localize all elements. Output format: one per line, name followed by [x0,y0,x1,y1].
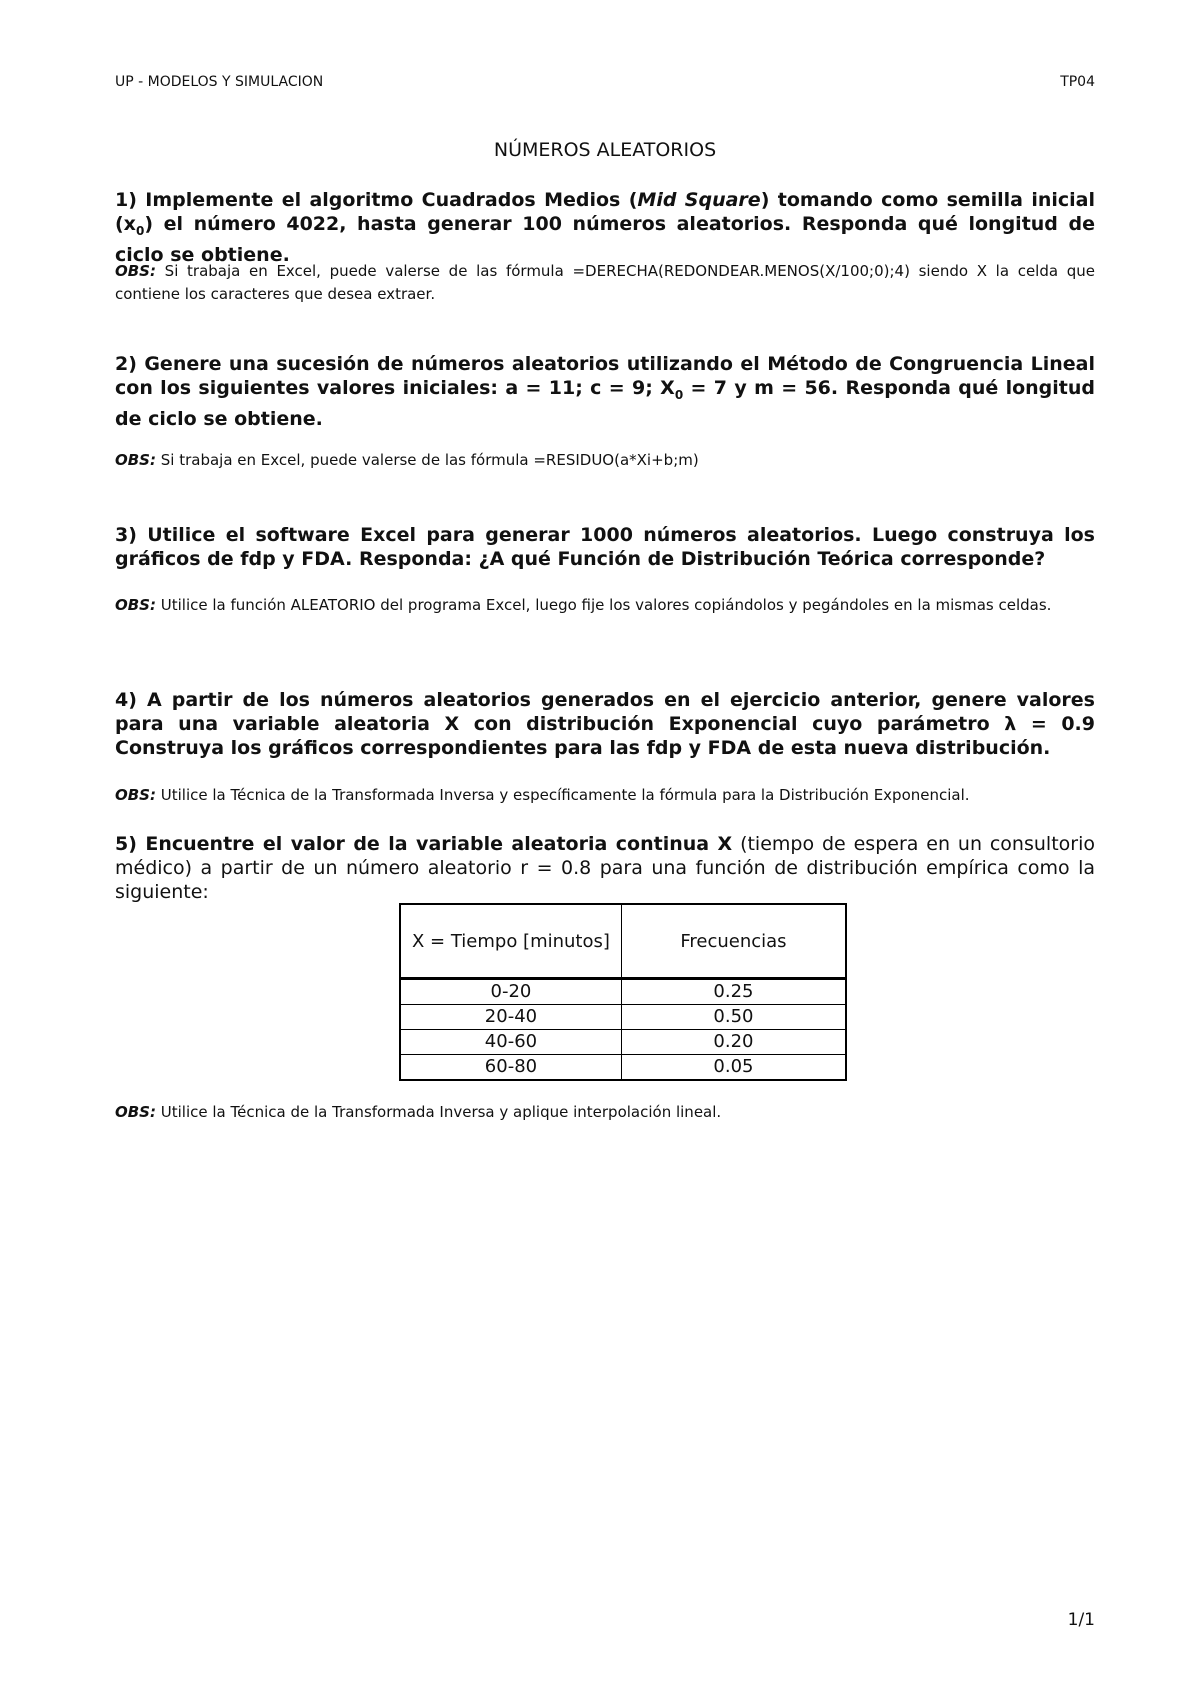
lambda-symbol: λ [1004,713,1017,735]
obs-label: OBS: [115,596,156,614]
obs-4: OBS: Utilice la Técnica de la Transformada Inversa y específicamente la fórmula para la Distribución Exponencial. [115,786,970,804]
document-title: NÚMEROS ALEATORIOS [493,139,717,161]
column-header-frequency: Frecuencias [621,904,846,979]
obs-label: OBS: [115,1103,156,1121]
frequency-table [399,903,847,1081]
table-cell: 0.50 [621,1005,846,1030]
header-code: TP04 [1060,74,1095,90]
table-cell: 40-60 [400,1030,621,1055]
obs-2: OBS: Si trabaja en Excel, puede valerse de las fórmula =RESIDUO(a*Xi+b;m) [115,451,699,469]
question-4: 4) A partir de los números aleatorios generados en el ejercicio anterior, genere valores para una variable aleatoria X con distribución Exponencial cuyo parámetro λ = 0.9 Construya los gráficos correspondientes para las fdp y FDA de esta nueva distribución. [115,689,1095,759]
table-cell: 20-40 [400,1005,621,1030]
obs-5: OBS: Utilice la Técnica de la Transformada Inversa y aplique interpolación lineal. [115,1103,722,1121]
obs-1: OBS: Si trabaja en Excel, puede valerse de las fórmula =DERECHA(REDONDEAR.MENOS(X/100;0);4) siendo X la celda que contiene los caracteres que desea extraer. [115,262,1095,303]
table-cell: 0.25 [621,979,846,1005]
question-1: 1) Implemente el algoritmo Cuadrados Medios (Mid Square) tomando como semilla inicial $(x_0)$ el número 4022, hasta generar 100 números aleatorios. Responda qué longitud de ciclo se obtiene. [115,189,1096,266]
document-page [115,0,1095,1696]
table-row [400,1005,846,1030]
header-course: UP - MODELOS Y SIMULACION [115,74,324,90]
table-cell: 0.20 [621,1030,846,1055]
table-row [400,979,846,1005]
table-cell: 60-80 [400,1055,621,1081]
page-number: 1/1 [1067,1610,1095,1630]
obs-label: OBS: [115,786,156,804]
obs-label: OBS: [115,451,156,469]
table-row [400,1030,846,1055]
column-header-time: X = Tiempo [minutos] [400,904,621,979]
question-5: 5) Encuentre el valor de la variable aleatoria continua X (tiempo de espera en un consultorio médico) a partir de un número aleatorio r = 0.8 para una función de distribución empírica como la siguiente: [115,833,1095,903]
question-2: 2) Genere una sucesión de números aleatorios utilizando el Método de Congruencia Lineal con los siguientes valores iniciales: a = 11; c = 9; $X_0 = 7$ y m = 56. Responda qué longitud de ciclo se obtiene. [115,353,1095,430]
obs-3: OBS: Utilice la función ALEATORIO del programa Excel, luego fije los valores copiándolos y pegándoles en la mismas celdas. [115,596,1052,614]
table-header-row [400,904,846,979]
table-row [400,1055,846,1081]
table-cell: 0.05 [621,1055,846,1081]
table-cell: 0-20 [400,979,621,1005]
obs-label: OBS: [115,262,156,280]
mid-square-term: Mid Square [637,189,761,211]
question-3: 3) Utilice el software Excel para generar 1000 números aleatorios. Luego construya los gráficos de fdp y FDA. Responda: ¿A qué Función de Distribución Teórica corresponde? [115,524,1095,570]
